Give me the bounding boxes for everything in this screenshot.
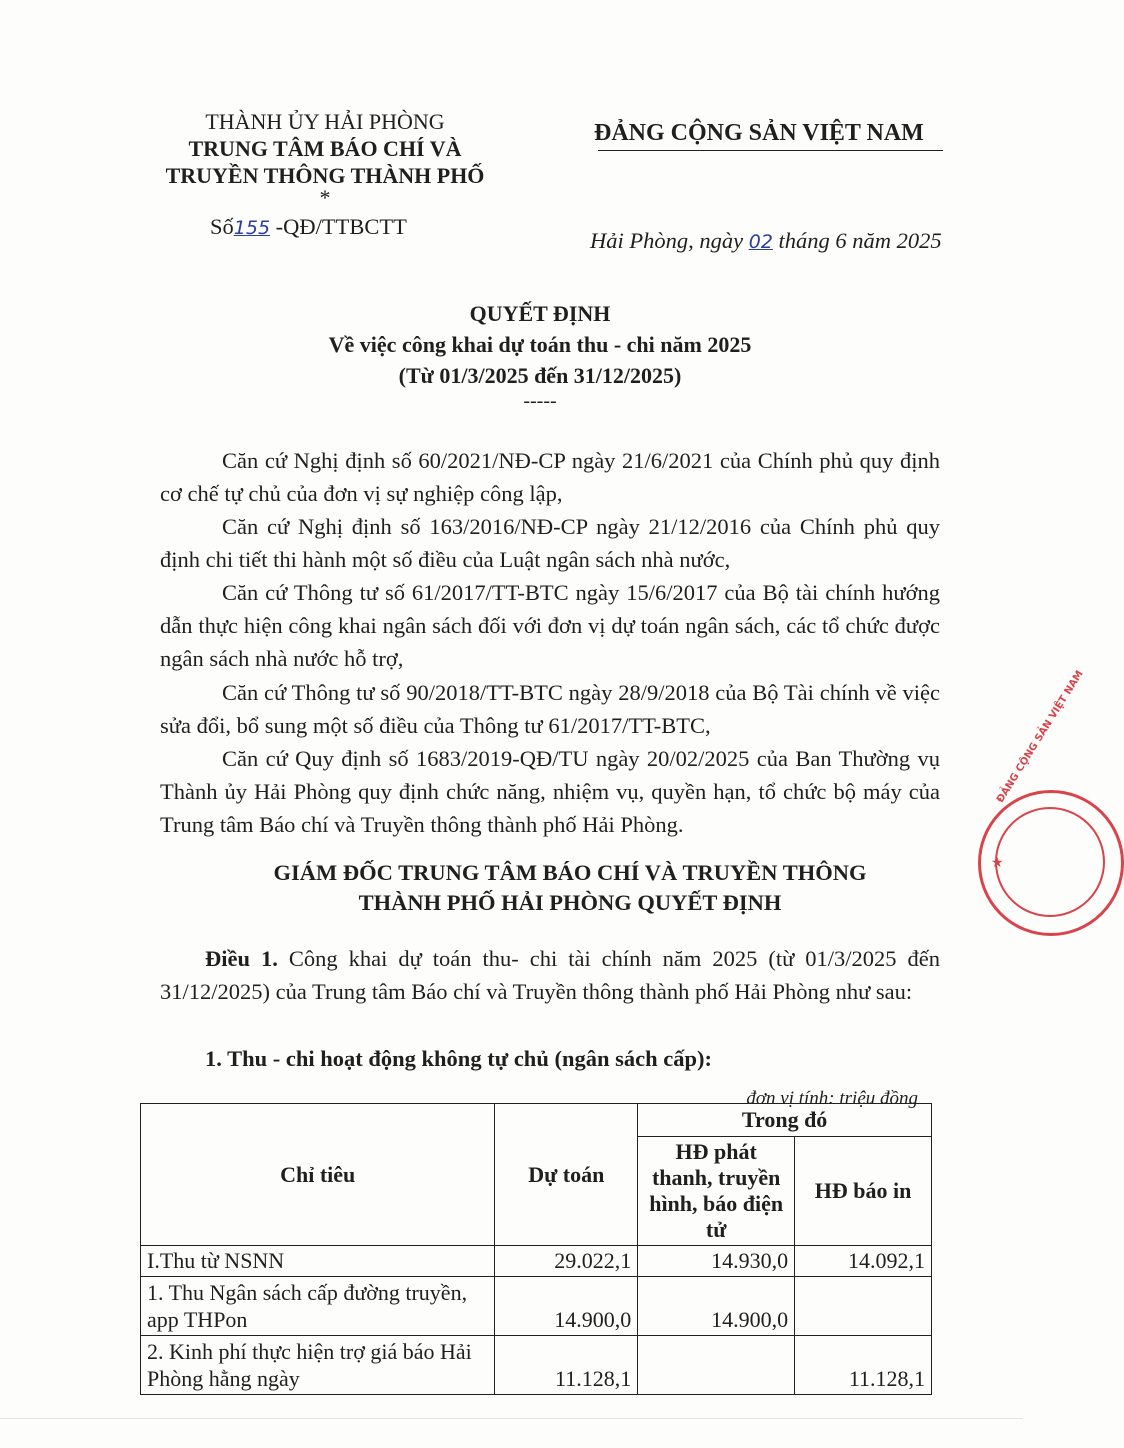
legal-basis-2 bbox=[160, 510, 940, 576]
row-print bbox=[795, 1277, 932, 1336]
director-heading bbox=[200, 858, 940, 918]
section-1-heading: 1. Thu - chi hoạt động không tự chủ (ngân sách cấp): bbox=[205, 1046, 712, 1071]
scan-bottom-line bbox=[0, 1418, 1023, 1419]
legal-basis-4 bbox=[160, 676, 940, 742]
budget-table bbox=[140, 1103, 932, 1395]
stamp-text: ĐẢNG CỘNG SẢN VIỆT NAM bbox=[995, 668, 1086, 805]
legal-basis-3-text: Căn cứ Thông tư số 61/2017/TT-BTC ngày 15/6/2017 của Bộ tài chính hướng dẫn thực hiện công khai ngân sách đối với đơn vị dự toán ngân sách, các tổ chức được ngân sách nhà nước hỗ trợ, bbox=[160, 580, 940, 671]
party-title: ĐẢNG CỘNG SẢN VIỆT NAM bbox=[594, 120, 924, 146]
row-estimate: 14.900,0 bbox=[495, 1277, 638, 1336]
number-suffix: -QĐ/TTBCTT bbox=[275, 214, 407, 239]
article-1-text: Công khai dự toán thu- chi tài chính năm 2025 (từ 01/3/2025 đến 31/12/2025) của Trung tâm Báo chí và Truyền thông thành phố Hải Phòng như sau: bbox=[160, 946, 941, 1004]
table-row bbox=[141, 1277, 932, 1336]
official-stamp bbox=[978, 668, 1124, 936]
row-broadcast: 14.930,0 bbox=[638, 1246, 795, 1277]
title-line3: (Từ 01/3/2025 đến 31/12/2025) bbox=[398, 363, 682, 388]
row-name: 1. Thu Ngân sách cấp đường truyền, app THPon bbox=[141, 1277, 495, 1336]
legal-basis-1-text: Căn cứ Nghị định số 60/2021/NĐ-CP ngày 21/6/2021 của Chính phủ quy định cơ chế tự chủ của đơn vị sự nghiệp công lập, bbox=[160, 448, 940, 506]
document-number bbox=[210, 214, 407, 240]
col-group-header: Trong đó bbox=[638, 1104, 932, 1137]
title-line2: Về việc công khai dự toán thu - chi năm 2025 bbox=[328, 332, 752, 357]
date-part1: Hải Phòng, ngày bbox=[590, 228, 744, 253]
article-1-label: Điều 1. bbox=[205, 946, 278, 971]
date-day-handwritten: 02 bbox=[748, 231, 773, 253]
agency-header bbox=[150, 108, 500, 210]
date-part2: tháng 6 năm 2025 bbox=[778, 228, 942, 253]
col-indicator-header: Chỉ tiêu bbox=[141, 1104, 495, 1246]
director-line2: THÀNH PHỐ HẢI PHÒNG QUYẾT ĐỊNH bbox=[358, 890, 782, 915]
legal-basis-1 bbox=[160, 444, 940, 510]
number-prefix: Số bbox=[210, 214, 234, 239]
number-handwritten: 155 bbox=[233, 217, 271, 239]
row-estimate: 29.022,1 bbox=[495, 1246, 638, 1277]
title-dashes: ----- bbox=[523, 390, 557, 412]
legal-basis-4-text: Căn cứ Thông tư số 90/2018/TT-BTC ngày 28/9/2018 của Bộ Tài chính về việc sửa đổi, bổ sung một số điều của Thông tư 61/2017/TT-BTC, bbox=[160, 680, 940, 738]
stamp-inner-ring bbox=[995, 807, 1105, 917]
row-print: 14.092,1 bbox=[795, 1246, 932, 1277]
legal-basis-5-text: Căn cứ Quy định số 1683/2019-QĐ/TU ngày 20/02/2025 của Ban Thường vụ Thành ủy Hải Phòng quy định chức năng, nhiệm vụ, quyền hạn, tổ chức bộ máy của Trung tâm Báo chí và Truyền thông thành phố Hải Phòng. bbox=[160, 746, 940, 837]
row-name: 2. Kinh phí thực hiện trợ giá báo Hải Phòng hằng ngày bbox=[141, 1336, 495, 1395]
col-broadcast-header: HĐ phát thanh, truyền hình, báo điện tử bbox=[638, 1137, 795, 1246]
header-star: * bbox=[319, 185, 331, 210]
row-broadcast bbox=[638, 1336, 795, 1395]
row-broadcast: 14.900,0 bbox=[638, 1277, 795, 1336]
legal-basis-5 bbox=[160, 742, 940, 841]
party-committee-name: THÀNH ỦY HẢI PHÒNG bbox=[205, 109, 445, 134]
title-line1: QUYẾT ĐỊNH bbox=[469, 301, 611, 326]
date-line bbox=[590, 228, 942, 254]
director-line1: GIÁM ĐỐC TRUNG TÂM BÁO CHÍ VÀ TRUYỀN THÔNG bbox=[273, 860, 867, 885]
decision-title bbox=[150, 298, 930, 411]
row-print: 11.128,1 bbox=[795, 1336, 932, 1395]
party-title-underline bbox=[598, 150, 943, 151]
col-print-header: HĐ báo in bbox=[795, 1137, 932, 1246]
legal-basis-2-text: Căn cứ Nghị định số 163/2016/NĐ-CP ngày 21/12/2016 của Chính phủ quy định chi tiết thi hành một số điều của Luật ngân sách nhà nước, bbox=[160, 514, 940, 572]
agency-name-line2: TRUYỀN THÔNG THÀNH PHỐ bbox=[165, 163, 485, 188]
row-name: I.Thu từ NSNN bbox=[141, 1246, 495, 1277]
legal-basis-3 bbox=[160, 576, 940, 675]
stamp-star-icon: ★ bbox=[991, 856, 1004, 871]
table-header-row bbox=[141, 1104, 932, 1137]
row-estimate: 11.128,1 bbox=[495, 1336, 638, 1395]
table-row bbox=[141, 1336, 932, 1395]
unit-note: đơn vị tính: triệu đồng bbox=[746, 1088, 918, 1109]
agency-name-line1: TRUNG TÂM BÁO CHÍ VÀ bbox=[188, 136, 462, 161]
table-row bbox=[141, 1246, 932, 1277]
article-1 bbox=[160, 942, 940, 1008]
col-estimate-header: Dự toán bbox=[495, 1104, 638, 1246]
